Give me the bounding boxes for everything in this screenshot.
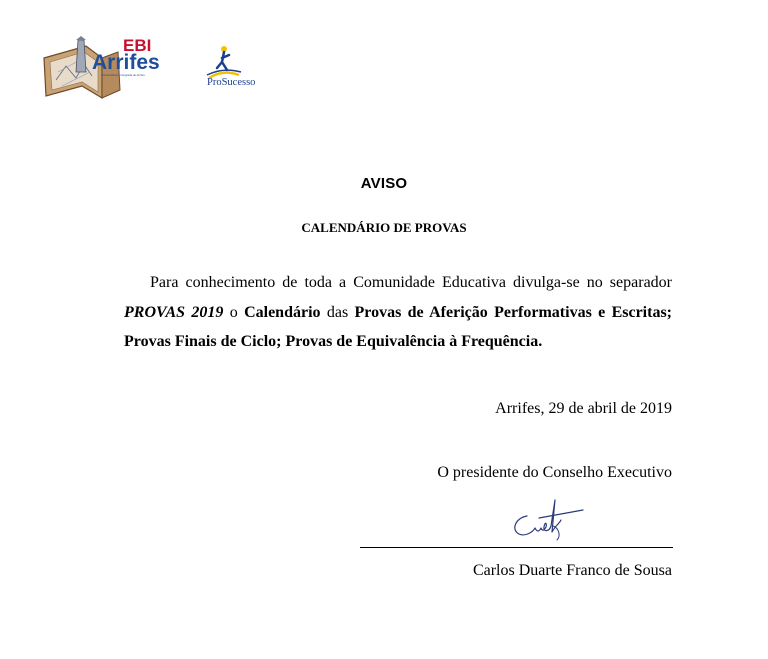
place-date: Arrifes, 29 de abril de 2019 (495, 400, 672, 417)
body-text-part3: das (320, 303, 355, 321)
notice-heading: AVISO (360, 175, 408, 192)
body-text-part2: o (223, 303, 245, 321)
body-text-part1: Para conhecimento de toda a Comunidade Educativa divulga-se no separador (150, 274, 672, 291)
prosucesso-logo (205, 42, 280, 94)
notice-subheading: CALENDÁRIO DE PROVAS (301, 220, 467, 235)
prosucesso-label: ProSucesso (207, 77, 256, 88)
ebi-arrifes-logo (40, 36, 164, 102)
signatory-role: O presidente do Conselho Executivo (437, 464, 672, 481)
ebi-name: Arrifes (92, 51, 160, 74)
signatory-name: Carlos Duarte Franco de Sousa (472, 562, 672, 579)
ebi-title: EBI (123, 36, 152, 55)
notice-body (124, 268, 672, 357)
calendar-word: Calendário (244, 303, 321, 321)
exams-list: Provas de Aferição Performativas e Escritas; Provas Finais de Ciclo; Provas de Equivalência à Frequência. (124, 303, 673, 350)
handwritten-signature (505, 496, 595, 544)
signature-line (360, 547, 673, 548)
ebi-subtitle: Escola Básica Integrada de Arrifes (102, 73, 145, 77)
provas-tab-name: PROVAS 2019 (124, 303, 224, 321)
